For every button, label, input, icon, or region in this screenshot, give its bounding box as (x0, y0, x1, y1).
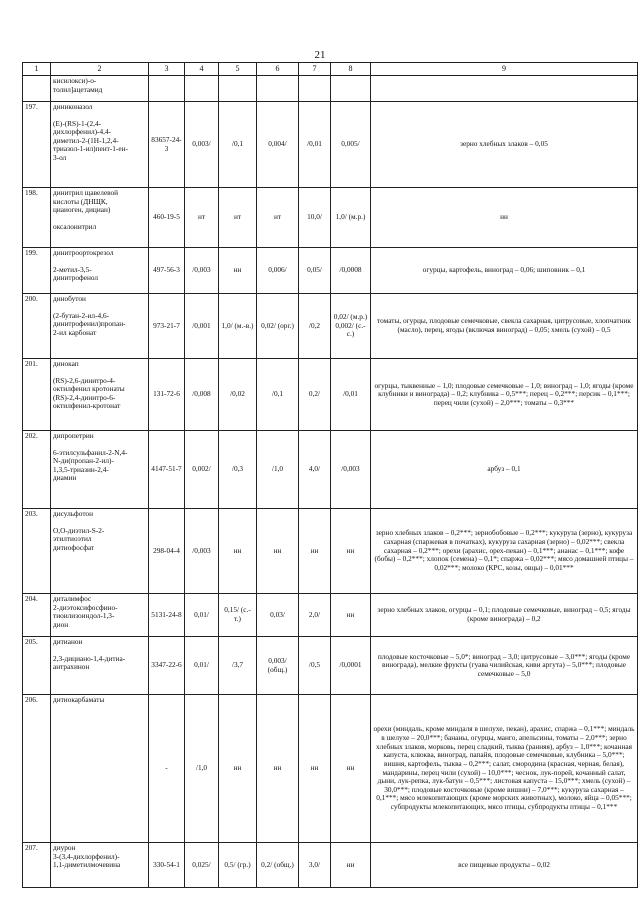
cas-number: 83657-24-3 (149, 102, 185, 188)
name-line: тиоилизоиндол-1,3- (53, 611, 115, 621)
row-number: 198. (23, 188, 51, 248)
residue-limits: все пищевые продукты – 0,02 (371, 843, 638, 888)
residue-limits: нн (371, 188, 638, 248)
residue-limits: зерно хлебных злаков – 0,05 (371, 102, 638, 188)
value-col5: нт (219, 188, 257, 248)
cas-number: 131-72-6 (149, 359, 185, 431)
value-col4: /1,0 (185, 695, 219, 843)
name-line: дитианон (53, 637, 83, 646)
residue-limits: зерно хлебных злаков – 0,2***; зернобобовые – 0,2***; кукуруза (зерно), кукуруза сахарная (спаржевая в початках), кукуруза сахарная (зерно) – 0,02***; свекла сахарная – 0,2***; орехи (арахис, орех-пекан) – 0,1***; ананас – 0,1***; кофе (бобы) – 0,2***; хлопок (семена) – 0,1*; спаржа – 0,02***; мясо домашней птицы – 0,02***; молоко (КРС, козы, овцы) – 0,01*** (371, 509, 638, 594)
substance-name (51, 509, 149, 594)
table-row (23, 695, 638, 843)
value-col5: /0,1 (219, 102, 257, 188)
cas-number: 460-19-5 (149, 188, 185, 248)
value-col4: 0,003/ (185, 102, 219, 188)
value-col4: 0,025/ (185, 843, 219, 888)
value-col8: /0,0008 (331, 248, 371, 294)
header-cell: 3 (149, 63, 185, 76)
regulation-table (22, 62, 638, 888)
cas-number: 3347-22-6 (149, 637, 185, 695)
value-col6: нт (257, 188, 299, 248)
cas-number: 330-54-1 (149, 843, 185, 888)
value-col4 (185, 76, 219, 102)
row-number: 199. (23, 248, 51, 294)
substance-name (51, 695, 149, 843)
header-cell: 2 (51, 63, 149, 76)
name-line: дипропетрин (53, 431, 94, 440)
value-col8: 0,02/ (м.р.) 0,002/ (с.-с.) (331, 294, 371, 359)
name-line: диметил-2-(1Н-1,2,4- (53, 135, 119, 145)
value-col8: нн (331, 843, 371, 888)
name-line: октилфенил-кротонат (53, 401, 121, 411)
cas-number: - (149, 695, 185, 843)
name-line: (E)-(RS)-1-(2,4- (53, 118, 102, 128)
residue-limits: огурцы, картофель, виноград – 0,06; шиповник – 0,1 (371, 248, 638, 294)
value-col8: нн (331, 594, 371, 637)
value-col8: 0,005/ (331, 102, 371, 188)
value-col6 (257, 76, 299, 102)
name-line: этилтиоэтил (53, 534, 92, 544)
table-row (23, 294, 638, 359)
name-line: динитрофенол (53, 273, 99, 283)
value-col4: 0,002/ (185, 431, 219, 509)
name-line: диамин (53, 473, 77, 483)
name-line: диниконазол (53, 102, 93, 111)
row-number: 204. (23, 594, 51, 637)
value-col5: /0,02 (219, 359, 257, 431)
value-col4: нт (185, 188, 219, 248)
name-line: кислоты (ДНЩК, (53, 196, 108, 206)
cas-number: 5131-24-8 (149, 594, 185, 637)
name-line: октилфенил кротонаты (53, 384, 125, 394)
row-number: 206. (23, 695, 51, 843)
value-col8: нн (331, 695, 371, 843)
value-col5: 0,5/ (гр.) (219, 843, 257, 888)
value-col8: 1,0/ (м.р.) (331, 188, 371, 248)
value-col4: /0,001 (185, 294, 219, 359)
value-col5 (219, 76, 257, 102)
name-line: 3-(3,4-дихлорфенил)- (53, 851, 120, 861)
value-col8 (331, 76, 371, 102)
value-col7: нн (299, 509, 331, 594)
value-col7: нн (299, 695, 331, 843)
value-col6: 0,2/ (общ.) (257, 843, 299, 888)
table-row (23, 509, 638, 594)
residue-limits: арбуз – 0,1 (371, 431, 638, 509)
name-line: триазол-1-ил)пент-1-ен- (53, 144, 128, 154)
cas-number: 973-21-7 (149, 294, 185, 359)
substance-name (51, 188, 149, 248)
table-row (23, 102, 638, 188)
table-row (23, 431, 638, 509)
value-col8: /0,003 (331, 431, 371, 509)
header-cell: 1 (23, 63, 51, 76)
name-line: дитиокарбаматы (53, 695, 105, 704)
name-line: динокап (53, 359, 79, 368)
name-line: дион (53, 619, 69, 629)
value-col4: /0,008 (185, 359, 219, 431)
substance-name (51, 359, 149, 431)
name-line: N-ди(пропан-2-ил)- (53, 456, 114, 466)
name-line: (RS)-2,4-динитро-6- (53, 392, 116, 402)
substance-name (51, 294, 149, 359)
value-col6: нн (257, 509, 299, 594)
name-line: (2-бутан-2-ил-4,6- (53, 310, 110, 320)
value-col5: /3,7 (219, 637, 257, 695)
name-line: диталимфос (53, 594, 92, 603)
header-cell: 4 (185, 63, 219, 76)
name-line: дихлорфенил)-4,4- (53, 127, 112, 137)
name-line: толил]ацетамид (53, 84, 103, 94)
substance-name (51, 248, 149, 294)
value-col6: /0,1 (257, 359, 299, 431)
value-col6: 0,004/ (257, 102, 299, 188)
residue-limits (371, 76, 638, 102)
cas-number: 4147-51-7 (149, 431, 185, 509)
name-line: 2-ил карбонат (53, 327, 97, 337)
name-line: 1,3,5-триазин-2,4- (53, 464, 109, 474)
value-col5: нн (219, 695, 257, 843)
value-col5: 0,15/ (с.-т.) (219, 594, 257, 637)
row-number: 200. (23, 294, 51, 359)
row-number: 207. (23, 843, 51, 888)
value-col4: /0,003 (185, 509, 219, 594)
value-col6: 0,003/ (общ.) (257, 637, 299, 695)
value-col5: нн (219, 509, 257, 594)
value-col7: /0,01 (299, 102, 331, 188)
header-cell: 6 (257, 63, 299, 76)
substance-name (51, 637, 149, 695)
header-cell: 8 (331, 63, 371, 76)
residue-limits: томаты, огурцы, плодовые семечковые, свекла сахарная, цитрусовые, хлопчатник (масло), перец, ягоды (включая виноград) – 0,05; хмель (сухой) – 0,5 (371, 294, 638, 359)
row-number: 197. (23, 102, 51, 188)
value-col7: 10,0/ (299, 188, 331, 248)
value-col4: 0,01/ (185, 637, 219, 695)
value-col7: 3,0/ (299, 843, 331, 888)
name-line: диурон (53, 843, 76, 852)
row-number: 201. (23, 359, 51, 431)
value-col7: 2,0/ (299, 594, 331, 637)
value-col7: 4,0/ (299, 431, 331, 509)
substance-name (51, 843, 149, 888)
name-line: динитроортокрезол (53, 248, 114, 257)
value-col5: 1,0/ (м.-в.) (219, 294, 257, 359)
name-line: оксалонитрил (53, 221, 97, 231)
table-row (23, 594, 638, 637)
residue-limits: плодовые косточковые – 5,0*; виноград – 3,0; цитрусовые – 3,0***; ягоды (кроме винограда), мелкие фрукты (гуава чилийская, киви аргута) – 5,0***; плодовые семечковые – 5,0 (371, 637, 638, 695)
value-col6: 0,03/ (257, 594, 299, 637)
value-col5: /0,3 (219, 431, 257, 509)
table-row (23, 843, 638, 888)
value-col8: /0,0001 (331, 637, 371, 695)
cas-number: 298-04-4 (149, 509, 185, 594)
row-number: 202. (23, 431, 51, 509)
header-cell: 9 (371, 63, 638, 76)
name-line: динобутон (53, 294, 86, 303)
table-row (23, 188, 638, 248)
table-row (23, 248, 638, 294)
name-line: динитрофенил)пропан- (53, 319, 126, 329)
name-line: дитиофосфат (53, 542, 95, 552)
substance-name (51, 594, 149, 637)
value-col6: /1,0 (257, 431, 299, 509)
value-col7: 0,2/ (299, 359, 331, 431)
value-col7: /0,2 (299, 294, 331, 359)
value-col6: 0,02/ (орг.) (257, 294, 299, 359)
residue-limits: огурцы, тыквенные – 1,0; плодовые семечковые – 1,0; виноград – 1,0; ягоды (кроме клубники и винограда) – 0,2; клубника – 0,5***; перец – 0,2***; персик – 0,1***; перец чили (сухой) – 2,0***; томаты – 0,3*** (371, 359, 638, 431)
table-row (23, 359, 638, 431)
residue-limits: зерно хлебных злаков, огурцы – 0,1; плодовые семечковые, виноград – 0,5; ягоды (кроме винограда) – 0,2 (371, 594, 638, 637)
row-number (23, 76, 51, 102)
value-col4: 0,01/ (185, 594, 219, 637)
substance-name (51, 431, 149, 509)
table-body (23, 63, 638, 888)
value-col5: нн (219, 248, 257, 294)
name-line: 2-метил-3,5- (53, 264, 92, 274)
name-line: O,O-диэтил-S-2- (53, 525, 105, 535)
value-col6: нн (257, 695, 299, 843)
header-cell: 7 (299, 63, 331, 76)
residue-limits: орехи (миндаль, кроме миндаля в шелухе, пекан), арахис, спаржа – 0,1***; миндаль в шелухе – 20,0***; бананы, огурцы, манго, апельсины, томаты – 2,0***; зерно хлебных злаков, морковь, перец сладкий, тыква (ранняя), арбуз – 1,0***; кочанная капуста, клюква, виноград, папайя, плодовые семечковые, клубника – 5,0***; вишня, картофель, тыква – 0,2***; салат, смородина (красная, черная, белая), мандарины, перец чили (сухой) – 10,0***; чеснок, лук-порей, кочанный салат, дыни, лук-репка, лук-батун – 0,5***; листовая капуста – 15,0***; хмель (сухой) – 30,0***; плодовые косточковые (кроме вишни) – 7,0***; кукуруза сахарная – 0,1***; мясо млекопитающих (кроме морских животных), молоко, яйца – 0,05***; субпродукты млекопитающих, мясо птицы, субпродукты птицы – 0,1*** (371, 695, 638, 843)
header-row (23, 63, 638, 76)
name-line: 3-ол (53, 153, 67, 163)
value-col8: /0,01 (331, 359, 371, 431)
cas-number: 497-56-3 (149, 248, 185, 294)
name-line: (RS)-2,6-динитро-4- (53, 375, 116, 385)
name-line: антрахинон (53, 662, 90, 672)
value-col4: /0,003 (185, 248, 219, 294)
row-number: 205. (23, 637, 51, 695)
header-cell: 5 (219, 63, 257, 76)
table-row (23, 76, 638, 102)
cas-number (149, 76, 185, 102)
table-row (23, 637, 638, 695)
value-col7: 0,05/ (299, 248, 331, 294)
substance-name (51, 102, 149, 188)
row-number: 203. (23, 509, 51, 594)
name-line: кисилокси)-о- (53, 76, 97, 85)
name-line: дисульфотон (53, 509, 93, 518)
name-line: 1,1-диметилмочевина (53, 860, 121, 870)
value-col7 (299, 76, 331, 102)
name-line: 2-диэтоксифосфино- (53, 602, 118, 612)
name-line: 2,3-дициано-1,4-дитиа- (53, 653, 126, 663)
page-number: 21 (314, 49, 326, 61)
substance-name (51, 76, 149, 102)
value-col6: 0,006/ (257, 248, 299, 294)
name-line: 6-этилсульфанил-2-N,4- (53, 447, 128, 457)
value-col8: нн (331, 509, 371, 594)
value-col7: /0,5 (299, 637, 331, 695)
name-line: циаиоген, дициан) (53, 205, 111, 215)
name-line: динитрил щавелевой (53, 188, 119, 197)
